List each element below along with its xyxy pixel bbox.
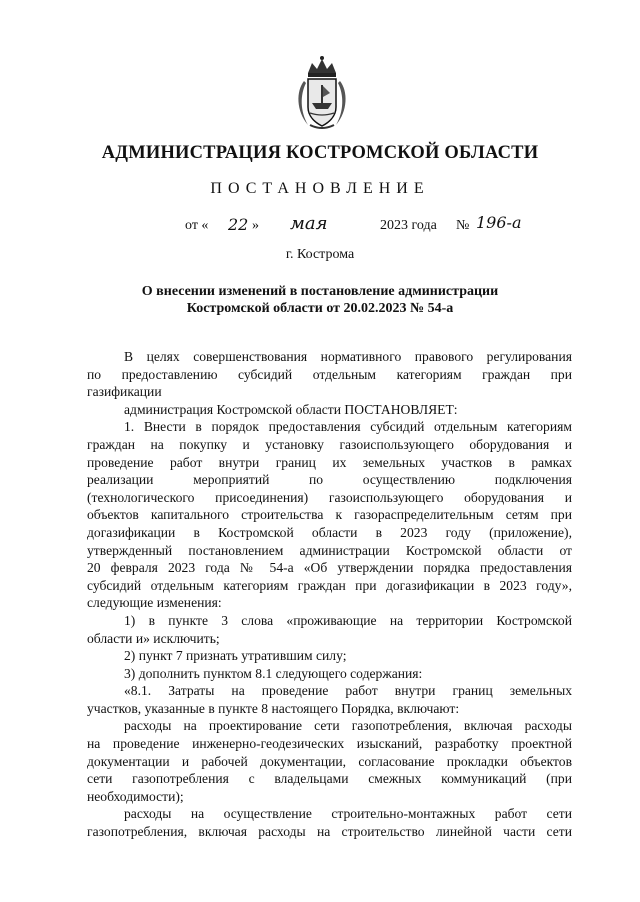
text-line: расходы на проектирование сети газопотребления, включая расходы <box>124 718 572 734</box>
organization-title: АДМИНИСТРАЦИЯ КОСТРОМСКОЙ ОБЛАСТИ <box>101 143 539 163</box>
text-line: администрация Костромской области ПОСТАНОВЛЯЕТ: <box>124 401 458 417</box>
city-name: г. Кострома <box>285 247 355 262</box>
paragraph-clause-8-1 <box>87 682 572 717</box>
text-line: на проведение инженерно-геодезических изысканий, разработку проектной <box>87 736 572 752</box>
number-sign: № <box>456 218 470 233</box>
text-line: области и» исключить; <box>87 630 220 646</box>
document-number-handwritten: 196-а <box>476 213 522 232</box>
subject-heading <box>0 283 640 317</box>
paragraph-item-1 <box>87 418 572 612</box>
text-line: газопотребления, включая расходы на строительство линейной части сети <box>87 824 572 840</box>
date-day-handwritten: 22 <box>228 215 249 234</box>
date-close-quote: » <box>252 218 259 233</box>
paragraph-design-costs <box>87 717 572 805</box>
text-line: документации и рабочей документации, согласование прокладки объектов <box>87 753 572 769</box>
date-year: 2023 года <box>380 218 437 233</box>
text-line: расходы на осуществление строительно-монтажных работ сети <box>124 806 572 822</box>
date-prefix: от « <box>185 218 209 233</box>
coat-of-arms-emblem <box>290 55 354 131</box>
text-line: проведение работ внутри границ их земельных участков в рамках <box>87 454 572 470</box>
text-line: необходимости); <box>87 788 184 804</box>
text-line: газификации <box>87 384 162 400</box>
paragraph-subitem-2 <box>87 647 572 665</box>
text-line: объектов капитального строительства к газораспределительным сетям при <box>87 507 572 523</box>
text-line: 2) пункт 7 признать утратившим силу; <box>124 648 347 664</box>
document-type: ПОСТАНОВЛЕНИЕ <box>210 180 430 197</box>
text-line: «8.1. Затраты на проведение работ внутри границ земельных <box>124 683 572 699</box>
paragraph-preamble <box>87 348 572 401</box>
text-line: сети газопотребления с владельцами смежных коммуникаций (при <box>87 771 572 787</box>
subject-line: Костромской области от 20.02.2023 № 54-а <box>186 301 454 316</box>
text-line: (технологического присоединения) газоиспользующего оборудования и <box>87 489 572 505</box>
text-line: по предоставлению субсидий отдельным категориям граждан при <box>87 366 572 382</box>
subject-line: О внесении изменений в постановление администрации <box>141 284 499 299</box>
text-line: 1) в пункте 3 слова «проживающие на территории Костромской <box>124 612 572 628</box>
date-month-handwritten: мая <box>290 213 328 234</box>
text-line: утвержденный постановлением администрации Костромской области от <box>87 542 572 558</box>
text-line: В целях совершенствования нормативного правового регулирования <box>124 349 572 364</box>
body-text <box>87 348 572 841</box>
paragraph-subitem-1 <box>87 612 572 647</box>
text-line: 3) дополнить пунктом 8.1 следующего содержания: <box>124 665 423 681</box>
text-line: участков, указанные в пункте 8 настоящего Порядка, включают: <box>87 700 460 716</box>
text-line: реализации мероприятий по осуществлению подключения <box>87 472 572 488</box>
text-line: граждан на покупку и установку газоиспользующего оборудования и <box>87 436 572 452</box>
text-line: следующие изменения: <box>87 595 222 611</box>
paragraph-resolves <box>87 401 572 419</box>
text-line: догазификации в Костромской области в 2023 году (приложение), <box>87 524 572 540</box>
paragraph-subitem-3 <box>87 665 572 683</box>
paragraph-construction-costs <box>87 805 572 840</box>
text-line: 1. Внести в порядок предоставления субсидий отдельным категориям <box>124 419 572 435</box>
text-line: 20 февраля 2023 года № 54-а «Об утверждении порядка предоставления <box>87 560 572 576</box>
text-line: субсидий отдельным категориям граждан при догазификации в 2023 году», <box>87 577 572 593</box>
